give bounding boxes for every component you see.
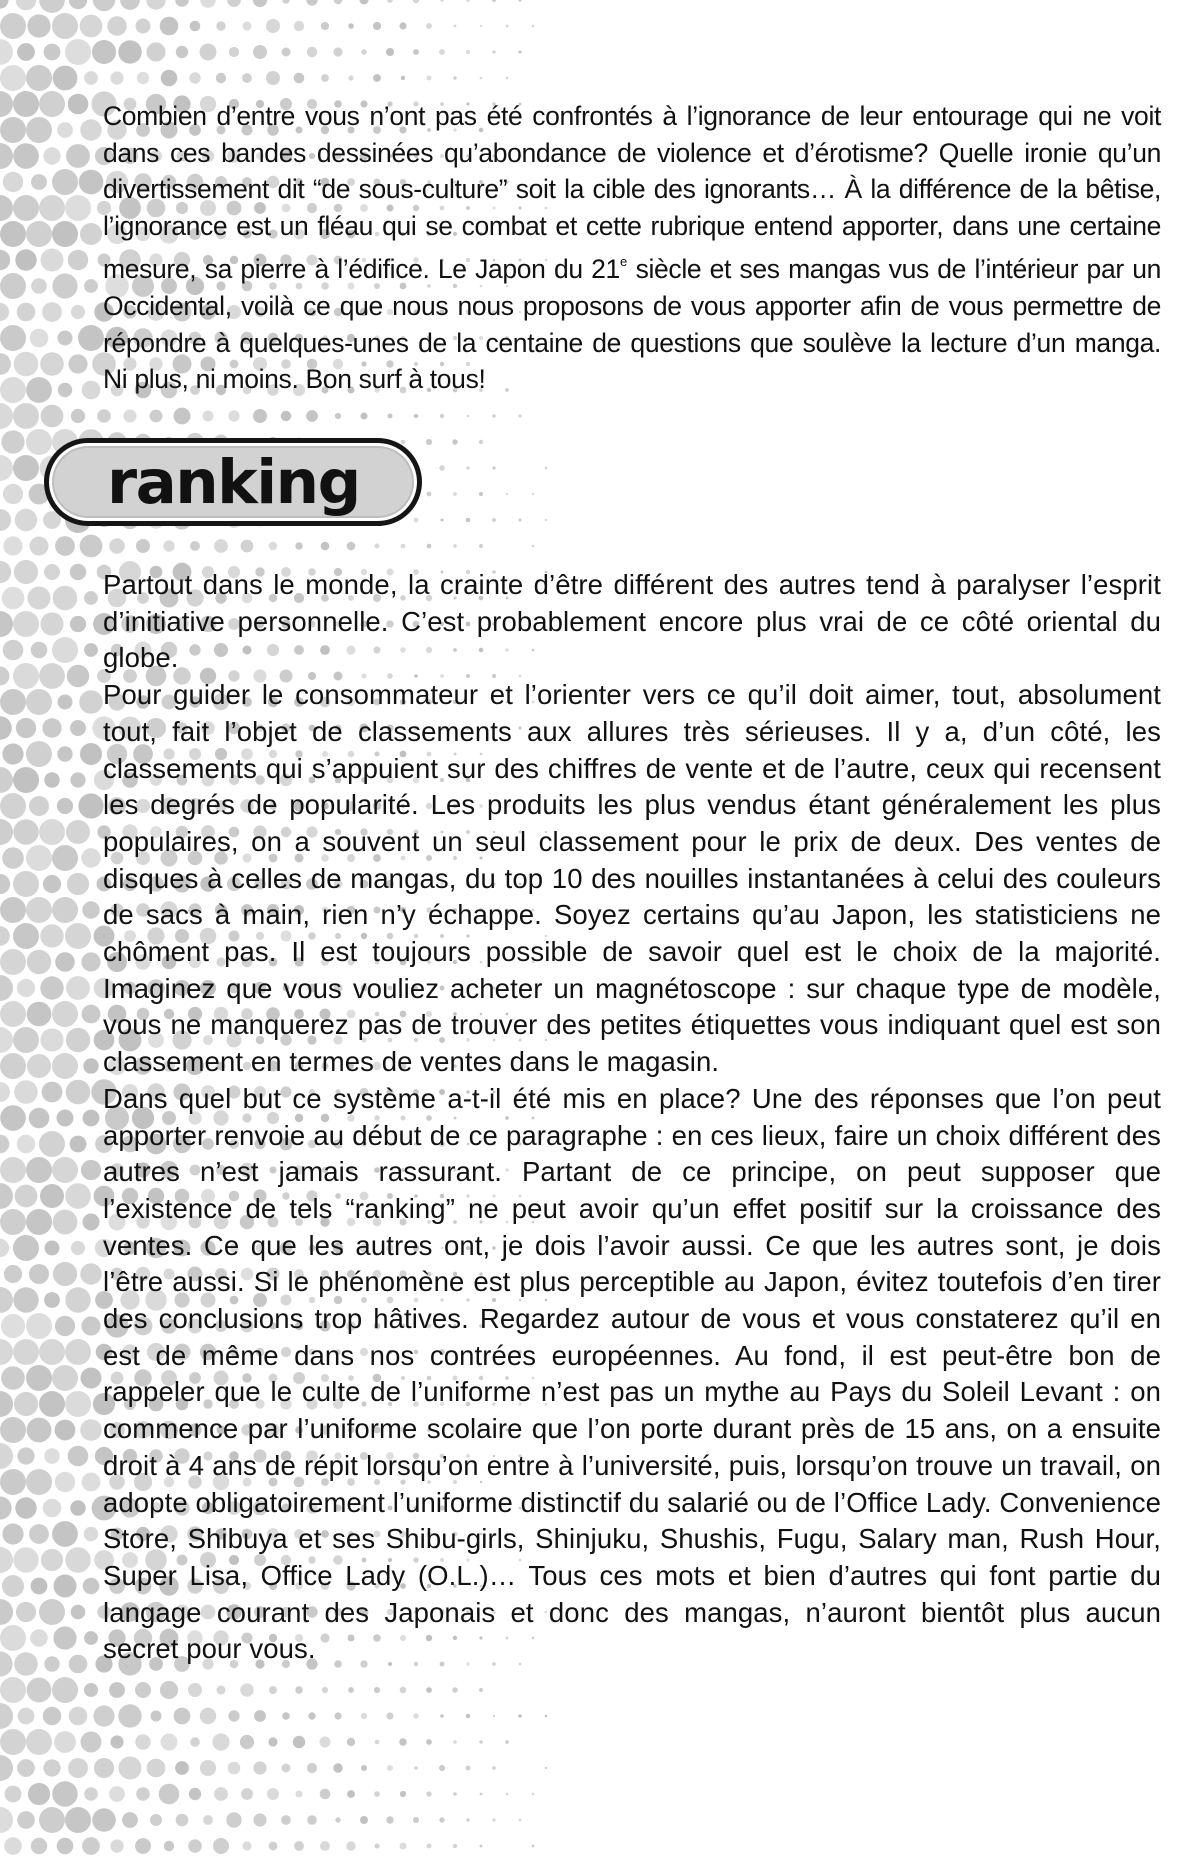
article-body (103, 567, 1161, 1668)
article-paragraph-2: Pour guider le consommateur et l’orienter vers ce qu’il doit aimer, tout, absolument tout, fait l’objet de classements aux allures très sérieuses. Il y a, d’un côté, les classements qui s’appuient sur des chiffres de vente et de l’autre, ceux qui recensent les degrés de popularité. Les produits les plus vendus étant généralement les plus populaires, on a souvent un seul classement pour le prix de deux. Des ventes de disques à celles de mangas, du top 10 des nouilles instantanées à celui des couleurs de sacs à main, rien n’y échappe. Soyez certains qu’au Japon, les statisticiens ne chôment pas. Il est toujours possible de savoir quel est le choix de la majorité. Imaginez que vous vouliez acheter un magnétoscope : sur chaque type de modèle, vous ne manquerez pas de trouver des petites étiquettes vous indiquant quel est son classement en termes de ventes dans le magasin. (103, 679, 1161, 1078)
section-title-badge (44, 438, 422, 526)
intro-text-part2: siècle et ses mangas vus de l’intérieur par un Occidental, voilà ce que nous nous proposons de vous apporter afin de vous permettre de répondre à quelques-unes de la centaine de questions que soulève la lecture d’un manga. Ni plus, ni moins. Bon surf à tous! (103, 254, 1161, 395)
article-paragraph-1: Partout dans le monde, la crainte d’être différent des autres tend à paralyser l’esprit d’initiative personnelle. C’est probablement encore plus vrai de ce côté oriental du globe. (103, 569, 1161, 674)
intro-paragraph (103, 98, 1161, 398)
article-paragraph-3: Dans quel but ce système a-t-il été mis en place? Une des réponses que l’on peut apporter renvoie au début de ce paragraphe : en ces lieux, faire un choix différent des autres n’est jamais rassurant. Partant de ce principe, on peut supposer que l’existence de tels “ranking” ne peut avoir qu’un effet positif sur la croissance des ventes. Ce que les autres ont, je dois l’avoir aussi. Ce que les autres sont, je dois l’être aussi. Si le phénomène est plus perceptible au Japon, évitez toutefois d’en tirer des conclusions trop hâtives. Regardez autour de vous et vous constaterez qu’il en est de même dans nos contrées européennes. Au fond, il est peut-être bon de rappeler que le culte de l’uniforme n’est pas un mythe au Pays du Soleil Levant : on commence par l’uniforme scolaire que l’on porte durant près de 15 ans, on a ensuite droit à 4 ans de répit lorsqu’on entre à l’université, puis, lorsqu’on trouve un travail, on adopte obligatoirement l’uniforme distinctif du salarié ou de l’Office Lady. Convenience Store, Shibuya et ses Shibu-girls, Shinjuku, Shushis, Fugu, Salary man, Rush Hour, Super Lisa, Office Lady (O.L.)… Tous ces mots et bien d’autres qui font partie du langage courant des Japonais et donc des mangas, n’auront bientôt plus aucun secret pour vous. (103, 1082, 1161, 1665)
century-ordinal-suffix: e (619, 254, 628, 270)
intro-text (103, 98, 1161, 398)
intro-text-part1: Combien d’entre vous n’ont pas été confrontés à l’ignorance de leur entourage qui ne voit dans ces bandes dessinées qu’abondance de violence et d’érotisme? Quelle ironie qu’un divertissement dit “de sous-culture” soit la cible des ignorants… À la différence de la bêtise, l’ignorance est un fléau qui se combat et cette rubrique entend apporter, dans une certaine mesure, sa pierre à l’édifice. Le Japon du 21 (103, 101, 1161, 285)
section-title: ranking (107, 447, 360, 518)
